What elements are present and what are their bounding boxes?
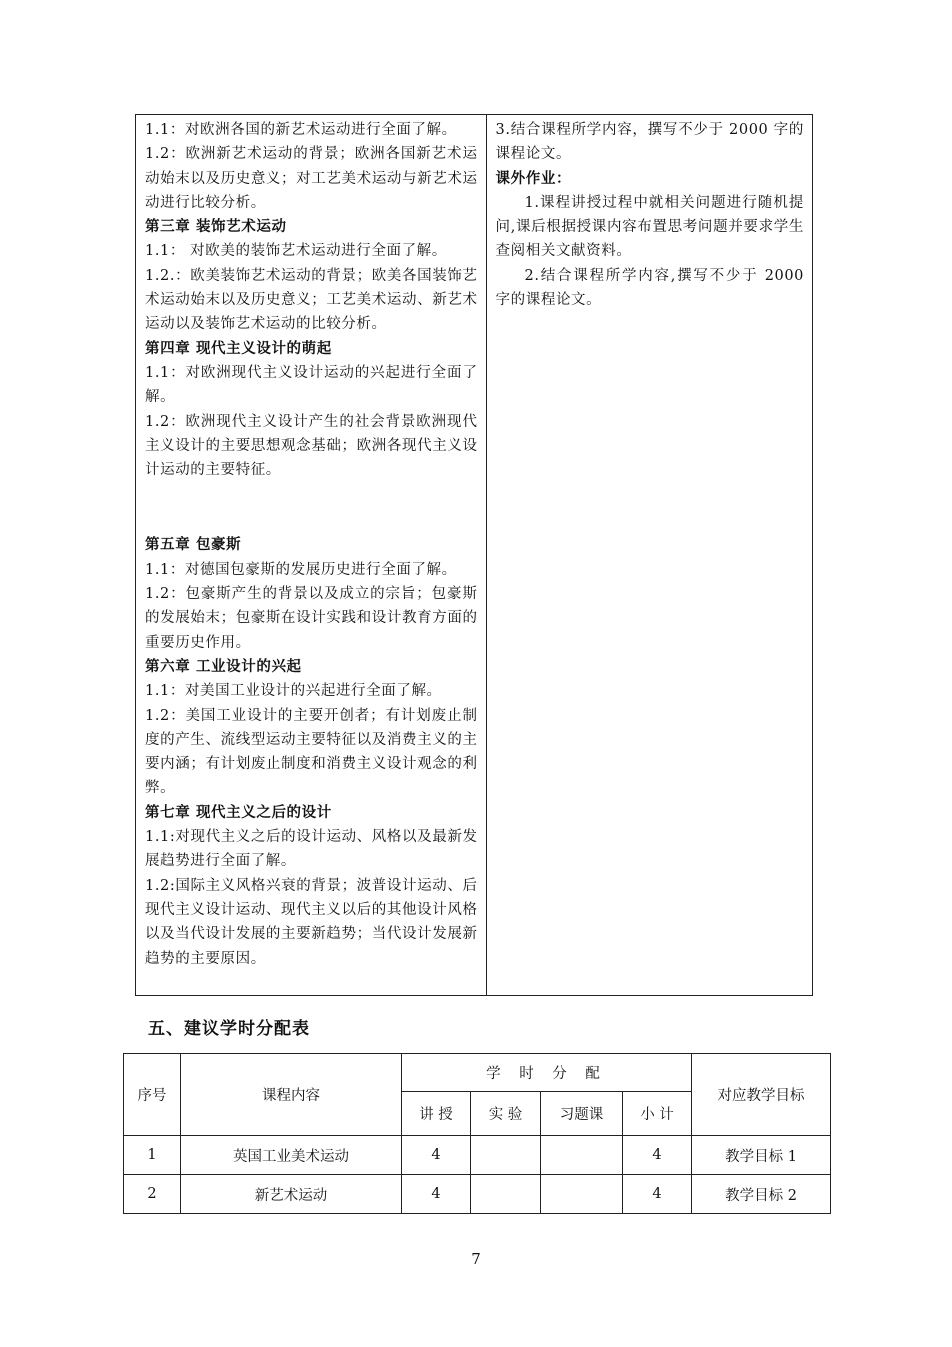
header-exercise: 习题课 <box>541 1092 623 1136</box>
content-row <box>136 115 813 996</box>
chapter-heading: 第七章 现代主义之后的设计 <box>145 803 332 821</box>
chapter-content-list <box>145 118 478 971</box>
assignment-paragraph: 2.结合课程所学内容,撰写不少于 2000 字的课程论文。 <box>495 267 804 309</box>
row-exercise <box>541 1136 623 1175</box>
content-paragraph: 1.1：对欧洲现代主义设计运动的兴起进行全面了解。 <box>145 364 478 406</box>
row-experiment <box>471 1175 541 1214</box>
chapter-heading: 课外作业： <box>495 169 572 187</box>
row-subtotal: 4 <box>623 1175 692 1214</box>
content-paragraph: 1.1：对德国包豪斯的发展历史进行全面了解。 <box>145 561 457 578</box>
content-paragraph: 1.1： 对欧美的装饰艺术运动进行全面了解。 <box>145 243 447 260</box>
hours-allocation-table <box>123 1053 831 1214</box>
row-goal: 教学目标 1 <box>692 1136 831 1175</box>
header-subtotal: 小 计 <box>623 1092 692 1136</box>
header-goal: 对应教学目标 <box>692 1054 831 1136</box>
header-hours-group: 学 时 分 配 <box>402 1054 692 1092</box>
chapter-heading: 第五章 包豪斯 <box>145 536 242 554</box>
chapter-heading: 第四章 现代主义设计的萌起 <box>145 339 332 357</box>
chapter-content-cell <box>136 115 487 996</box>
chapter-heading: 第六章 工业设计的兴起 <box>145 657 302 675</box>
row-exercise <box>541 1175 623 1214</box>
row-content: 英国工业美术运动 <box>181 1136 402 1175</box>
header-lecture: 讲 授 <box>402 1092 471 1136</box>
table-row <box>124 1136 831 1175</box>
row-lecture: 4 <box>402 1136 471 1175</box>
content-paragraph: 1.1：对美国工业设计的兴起进行全面了解。 <box>145 683 442 700</box>
row-index: 2 <box>124 1175 181 1214</box>
content-paragraph: 1.2：美国工业设计的主要开创者；有计划废止制度的产生、流线型运动主要特征以及消费主义的主要内涵；有计划废止制度和消费主义设计观念的利弊。 <box>145 707 478 797</box>
row-experiment <box>471 1136 541 1175</box>
row-goal: 教学目标 2 <box>692 1175 831 1214</box>
content-paragraph: 1.2:国际主义风格兴衰的背景；波普设计运动、后现代主义设计运动、现代主义以后的其他设计风格以及当代设计发展的主要新趋势；当代设计发展新趋势的主要原因。 <box>145 877 478 967</box>
content-paragraph: 1.2：欧洲新艺术运动的背景；欧洲各国新艺术运动始末以及历史意义；对工艺美术运动与新艺术运动进行比较分析。 <box>145 146 478 211</box>
page-number: 7 <box>471 1250 481 1268</box>
assignment-cell <box>486 115 812 996</box>
row-lecture: 4 <box>402 1175 471 1214</box>
content-paragraph: 1.2.：欧美装饰艺术运动的背景；欧美各国装饰艺术运动始末以及历史意义；工艺美术运动、新艺术运动以及装饰艺术运动的比较分析。 <box>145 267 478 333</box>
row-content: 新艺术运动 <box>181 1175 402 1214</box>
row-subtotal: 4 <box>623 1136 692 1175</box>
content-paragraph: 1.1:对现代主义之后的设计运动、风格以及最新发展趋势进行全面了解。 <box>145 829 478 870</box>
content-paragraph: 3.结合课程所学内容，撰写不少于 2000 字的课程论文。 <box>495 122 804 163</box>
course-content-table <box>135 114 813 996</box>
assignment-list <box>496 118 804 312</box>
row-index: 1 <box>124 1136 181 1175</box>
section-title: 五、建议学时分配表 <box>148 1019 310 1039</box>
assignment-paragraph: 1.课程讲授过程中就相关问题进行随机提问,课后根据授课内容布置思考问题并要求学生查阅相关文献资料。 <box>495 194 804 260</box>
spacer <box>145 498 478 517</box>
content-paragraph: 1.2：欧洲现代主义设计产生的社会背景欧洲现代主义设计的主要思想观念基础；欧洲各现代主义设计运动的主要特征。 <box>145 413 478 479</box>
chapter-heading: 第三章 装饰艺术运动 <box>145 218 287 236</box>
content-paragraph: 1.2：包豪斯产生的背景以及成立的宗旨；包豪斯的发展始末；包豪斯在设计实践和设计教育方面的重要历史作用。 <box>145 586 478 651</box>
table-header-row <box>124 1054 831 1092</box>
table-row <box>124 1175 831 1214</box>
content-paragraph: 1.1：对欧洲各国的新艺术运动进行全面了解。 <box>145 122 457 138</box>
header-experiment: 实 验 <box>471 1092 541 1136</box>
header-index: 序号 <box>124 1054 181 1136</box>
header-content: 课程内容 <box>181 1054 402 1136</box>
